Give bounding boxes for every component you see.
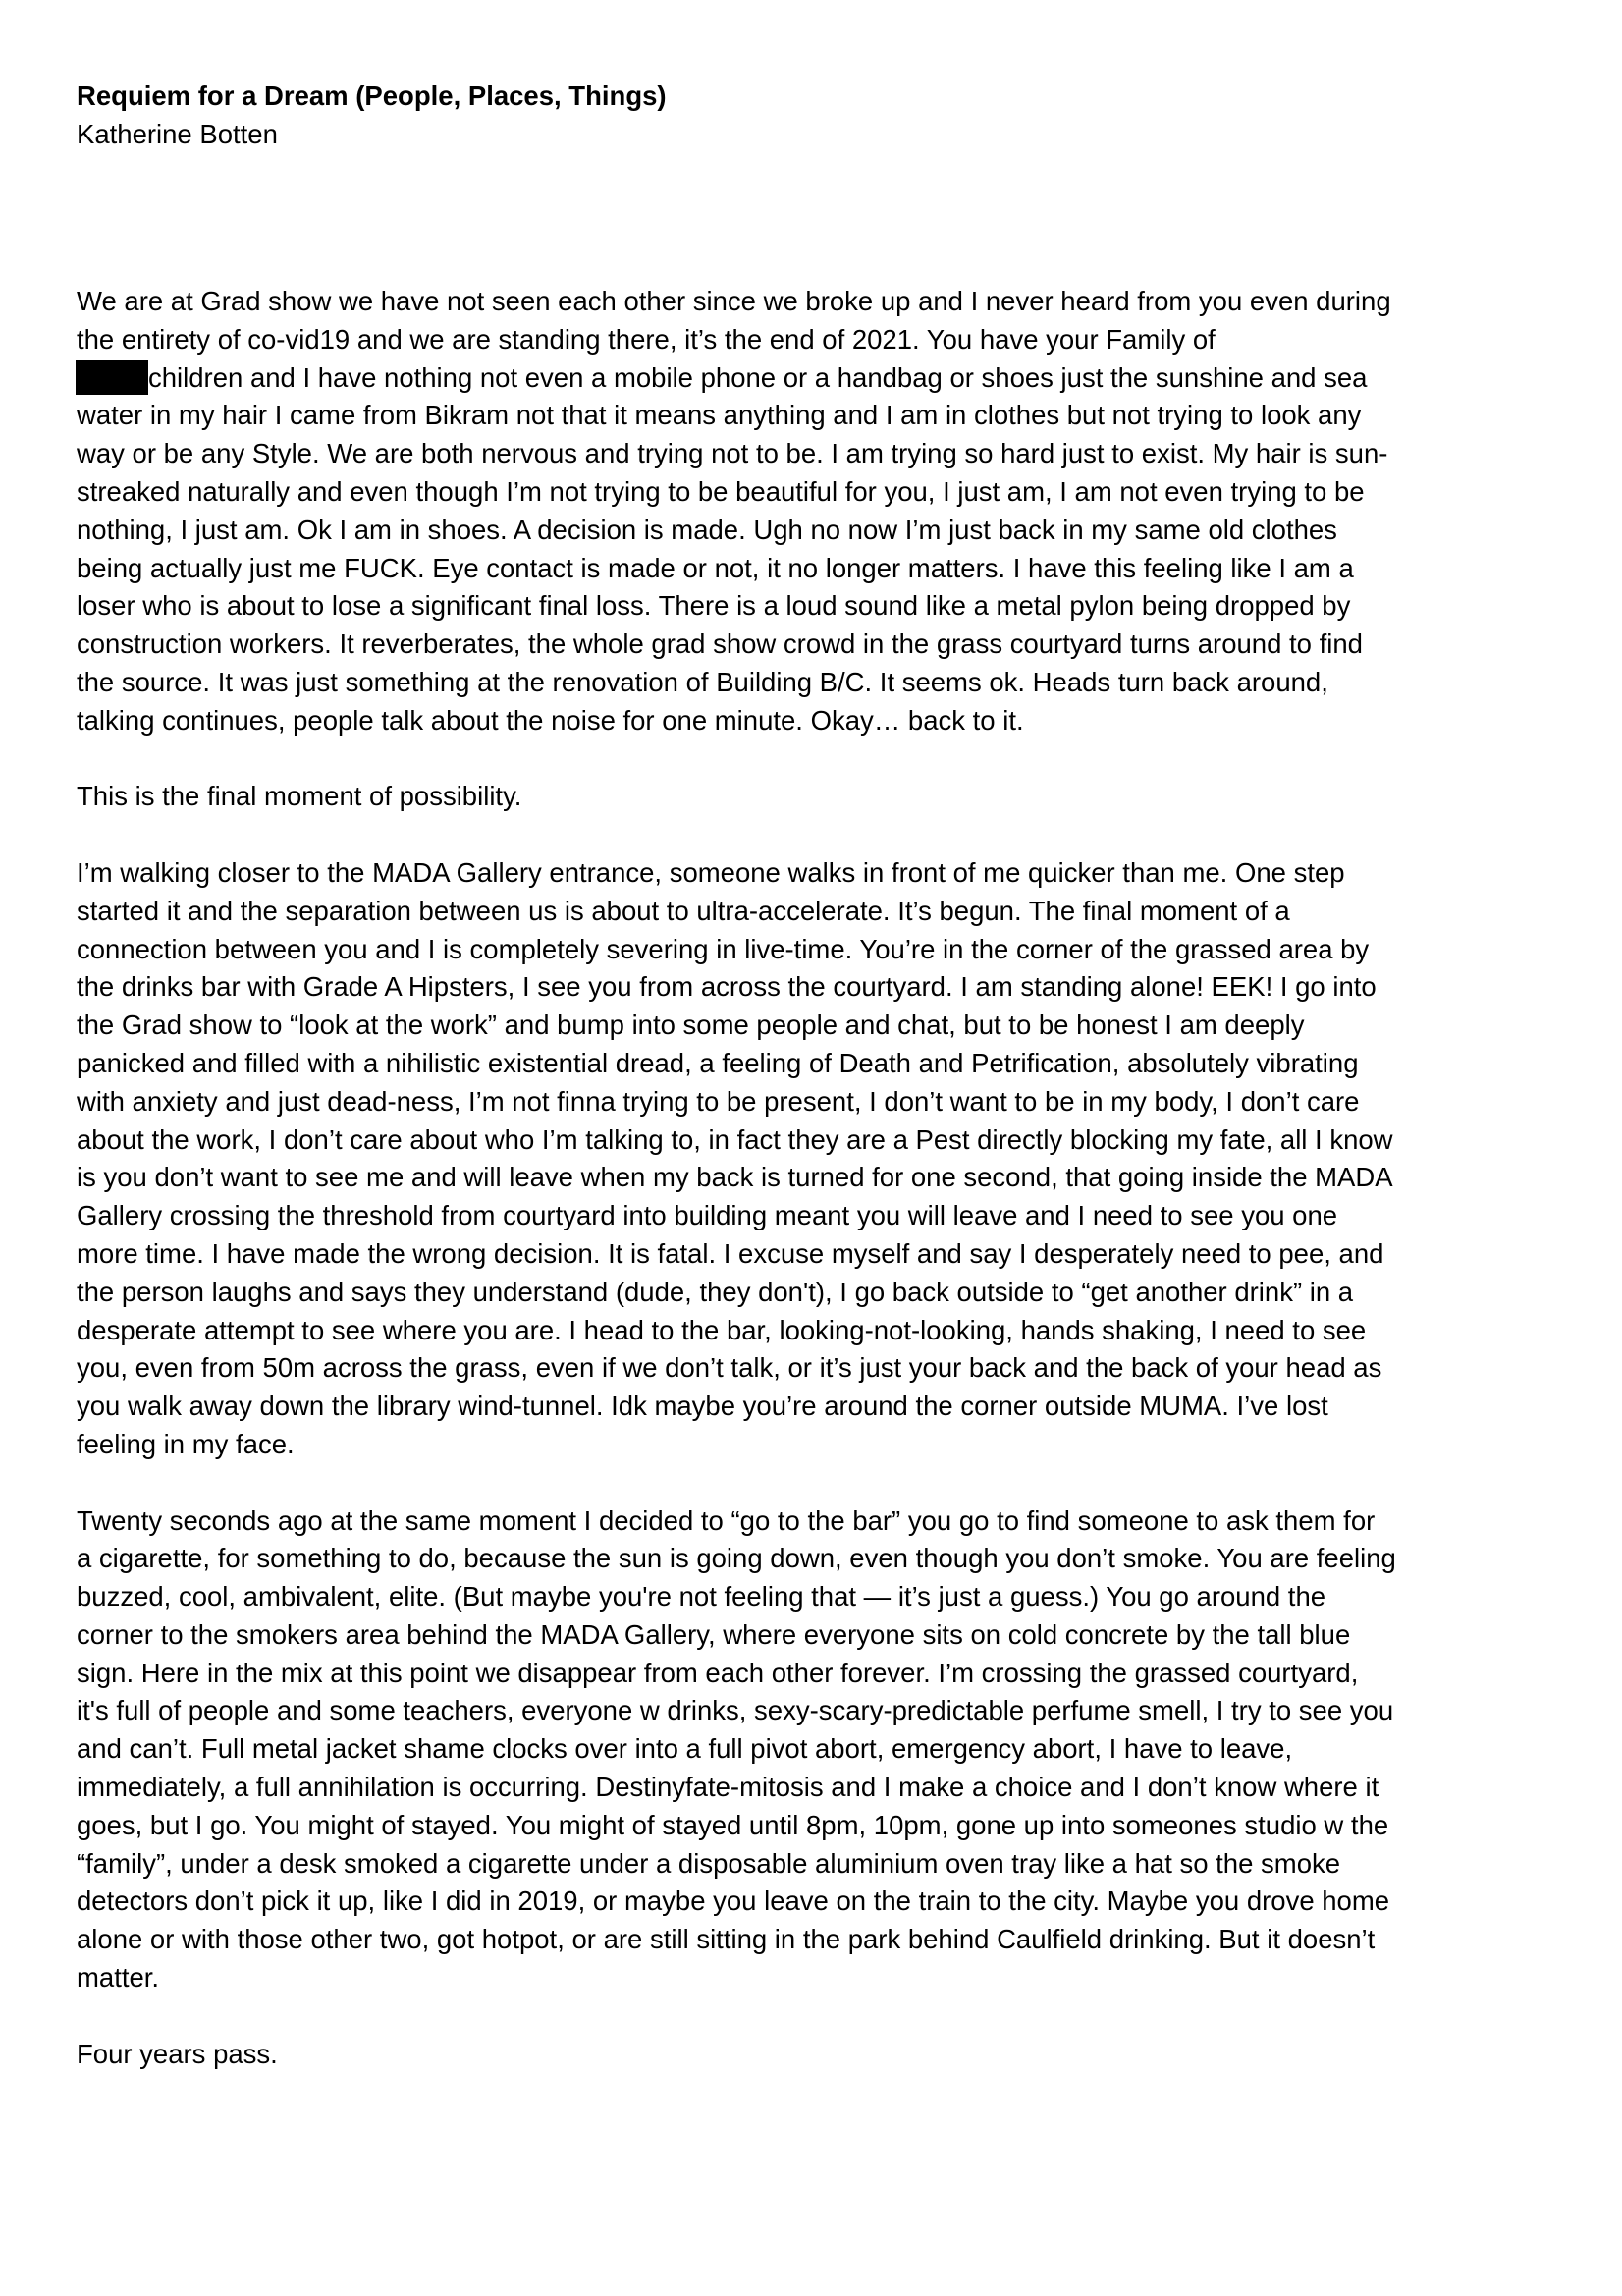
- paragraph-2: This is the final moment of possibility.: [77, 781, 522, 812]
- paragraph-4: Twenty seconds ago at the same moment I decided to “go to the bar” you go to find someone to ask them for a cigarette, for something to do, because the sun is going down, even though you don’t smoke. You are feeling buzzed, cool, ambivalent, elite. (But maybe you're not feeling that — it’s just a guess.) You go around the corner to the smokers area behind the MADA Gallery, where everyone sits on cold concrete by the tall blue sign. Here in the mix at this point we disappear from each other forever. I’m crossing the grassed courtyard, it's full of people and some teachers, everyone w drinks, sexy-scary-predictable perfume smell, I try to see you and can’t. Full metal jacket shame clocks over into a full pivot abort, emergency abort, I have to leave, immediately, a full annihilation is occurring. Destinyfate-mitosis and I make a choice and I don’t know where it goes, but I go. You might of stayed. You might of stayed until 8pm, 10pm, gone up into someones studio w the “family”, under a desk smoked a cigarette under a disposable aluminium oven tray like a hat so the smoke detectors don’t pick it up, like I did in 2019, or maybe you leave on the train to the city. Maybe you drove home alone or with those other two, got hotpot, or are still sitting in the park behind Caulfield drinking. But it doesn’t matter.: [77, 1504, 1396, 1994]
- paragraph-1-part-1: We are at Grad show we have not seen each other since we broke up and I never heard from you even during the entirety of co-vid19 and we are standing there, it’s the end of 2021. You have your Family of: [77, 286, 1391, 355]
- paragraph-5: Four years pass.: [77, 2038, 278, 2069]
- redaction-bar: [76, 360, 148, 395]
- paragraph-1: [77, 283, 1396, 740]
- paragraph-3: I’m walking closer to the MADA Gallery entrance, someone walks in front of me quicker than me. One step started it and the separation between us is about to ultra-accelerate. It’s begun. The final moment of a connection between you and I is completely severing in live-time. You’re in the corner of the grassed area by the drinks bar with Grade A Hipsters, I see you from across the courtyard. I am standing alone! EEK! I go into the Grad show to “look at the work” and bump into some people and chat, but to be honest I am deeply panicked and filled with a nihilistic existential dread, a feeling of Death and Petrification, absolutely vibrating with anxiety and just dead-ness, I’m not finna trying to be present, I don’t want to be in my body, I don’t care about the work, I don’t care about who I’m talking to, in fact they are a Pest directly blocking my fate, all I know is you don’t want to see me and will leave when my back is turned for one second, that going inside the MADA Gallery crossing the threshold from courtyard into building meant you will leave and I need to see you one more time. I have made the wrong decision. It is fatal. I excuse myself and say I desperately need to pee, and the person laughs and says they understand (dude, they don't), I go back outside to “get another drink” in a desperate attempt to see where you are. I head to the bar, looking-not-looking, hands shaking, I need to see you, even from 50m across the grass, even if we don’t talk, or it’s just your back and the back of your head as you walk away down the library wind-tunnel. Idk maybe you’re around the corner outside MUMA. I’ve lost feeling in my face.: [77, 856, 1393, 1459]
- document-title: Requiem for a Dream (People, Places, Things): [77, 81, 667, 111]
- paragraph-1-part-2: children and I have nothing not even a mobile phone or a handbag or shoes just the sunshine and sea water in my hair I came from Bikram not that it means anything and I am in clothes but not trying to look any way or be any Style. We are both nervous and trying not to be. I am trying so hard just to exist. My hair is sun-streaked naturally and even though I’m not trying to be beautiful for you, I just am, I am not even trying to be nothing, I just am. Ok I am in shoes. A decision is made. Ugh no now I’m just back in my same old clothes being actually just me FUCK. Eye contact is made or not, it no longer matters. I have this feeling like I am a loser who is about to lose a significant final loss. There is a loud sound like a metal pylon being dropped by construction workers. It reverberates, the whole grad show crowd in the grass courtyard turns around to find the source. It was just something at the renovation of Building B/C. It seems ok. Heads turn back around, talking continues, people talk about the noise for one minute. Okay… back to it.: [77, 361, 1388, 736]
- document-body: [77, 283, 1396, 2073]
- document-author: Katherine Botten: [77, 119, 278, 149]
